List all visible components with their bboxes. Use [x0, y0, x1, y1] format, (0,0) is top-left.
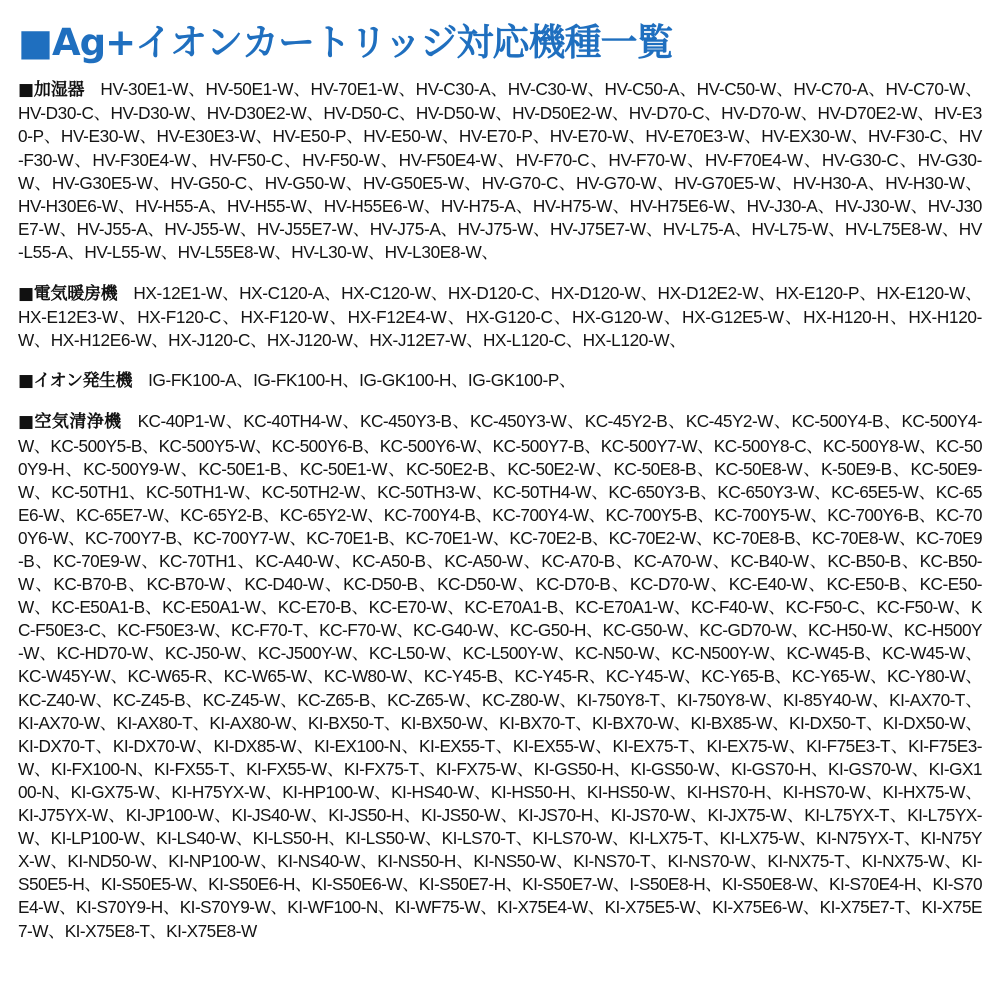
section-body [18, 78, 982, 265]
section-humidifier [18, 78, 982, 265]
section-heater [18, 282, 982, 353]
section-ion-generator [18, 369, 982, 393]
section-heading-heater: ■電気暖房機 [18, 283, 118, 304]
page-title: ■Ag+イオンカートリッジ対応機種一覧 [18, 21, 673, 64]
section-heading-humidifier: ■加湿器 [18, 80, 85, 100]
section-heading-ion-generator: ■イオン発生機 [18, 371, 133, 392]
section-body [18, 282, 982, 353]
model-list-humidifier: HV-30E1-W、HV-50E1-W、HV-70E1-W、HV-C30-A、HV-C30-W、HV-C50-A、HV-C50-W、HV-C70-A、HV-C70-W、HV-D30-C、HV-D30-W、HV-D30E2-W、HV-D50-C、HV-D50-W、HV-D50E2-W、HV-D70-C、HV-D70-W、HV-D70E2-W、HV-E30-P、HV-E30-W、HV-E30E3-W、HV-E50-P、HV-E50-W、HV-E70-P、HV-E70-W、HV-E70E3-W、HV-EX30-W、HV-F30-C、HV-F30-W、HV-F30E4-W、HV-F50-C、HV-F50-W、HV-F50E4-W、HV-F70-C、HV-F70-W、HV-F70E4-W、HV-G30-C、HV-G30-W、HV-G30E5-W、HV-G50-C、HV-G50-W、HV-G50E5-W、HV-G70-C、HV-G70-W、HV-G70E5-W、HV-H30-A、HV-H30-W、HV-H30E6-W、HV-H55-A、HV-H55-W、HV-H55E6-W、HV-H75-A、HV-H75-W、HV-H75E6-W、HV-J30-A、HV-J30-W、HV-J30E7-W、HV-J55-A、HV-J55-W、HV-J55E7-W、HV-J75-A、HV-J75-W、HV-J75E7-W、HV-L75-A、HV-L75-W、HV-L75E8-W、HV-L55-A、HV-L55-W、HV-L55E8-W、HV-L30-W、HV-L30E8-W、 [18, 79, 982, 263]
section-heading-air-purifier: ■空気清浄機 [18, 412, 122, 433]
section-body [18, 410, 982, 942]
model-list-air-purifier: KC-40P1-W、KC-40TH4-W、KC-450Y3-B、KC-450Y3-W、KC-45Y2-B、KC-45Y2-W、KC-500Y4-B、KC-500Y4-W、KC-500Y5-B、KC-500Y5-W、KC-500Y6-B、KC-500Y6-W、KC-500Y7-B、KC-500Y7-W、KC-500Y8-C、KC-500Y8-W、KC-500Y9-H、KC-500Y9-W、KC-50E1-B、KC-50E1-W、KC-50E2-B、KC-50E2-W、KC-50E8-B、KC-50E8-W、K-50E9-B、KC-50E9-W、KC-50TH1、KC-50TH1-W、KC-50TH2-W、KC-50TH3-W、KC-50TH4-W、KC-650Y3-B、KC-650Y3-W、KC-65E5-W、KC-65E6-W、KC-65E7-W、KC-65Y2-B、KC-65Y2-W、KC-700Y4-B、KC-700Y4-W、KC-700Y5-B、KC-700Y5-W、KC-700Y6-B、KC-700Y6-W、KC-700Y7-B、KC-700Y7-W、KC-70E1-B、KC-70E1-W、KC-70E2-B、KC-70E2-W、KC-70E8-B、KC-70E8-W、KC-70E9-B、KC-70E9-W、KC-70TH1、KC-A40-W、KC-A50-B、KC-A50-W、KC-A70-B、KC-A70-W、KC-B40-W、KC-B50-B、KC-B50-W、KC-B70-B、KC-B70-W、KC-D40-W、KC-D50-B、KC-D50-W、KC-D70-B、KC-D70-W、KC-E40-W、KC-E50-B、KC-E50-W、KC-E50A1-B、KC-E50A1-W、KC-E70-B、KC-E70-W、KC-E70A1-B、KC-E70A1-W、KC-F40-W、KC-F50-C、KC-F50-W、KC-F50E3-C、KC-F50E3-W、KC-F70-T、KC-F70-W、KC-G40-W、KC-G50-H、KC-G50-W、KC-GD70-W、KC-H50-W、KC-H500Y-W、KC-HD70-W、KC-J50-W、KC-J500Y-W、KC-L50-W、KC-L500Y-W、KC-N50-W、KC-N500Y-W、KC-W45-B、KC-W45-W、KC-W45Y-W、KC-W65-R、KC-W65-W、KC-W80-W、KC-Y45-B、KC-Y45-R、KC-Y45-W、KC-Y65-B、KC-Y65-W、KC-Y80-W、KC-Z40-W、KC-Z45-B、KC-Z45-W、KC-Z65-B、KC-Z65-W、KC-Z80-W、KI-750Y8-T、KI-750Y8-W、KI-85Y40-W、KI-AX70-T、KI-AX70-W、KI-AX80-T、KI-AX80-W、KI-BX50-T、KI-BX50-W、KI-BX70-T、KI-BX70-W、KI-BX85-W、KI-DX50-T、KI-DX50-W、KI-DX70-T、KI-DX70-W、KI-DX85-W、KI-EX100-N、KI-EX55-T、KI-EX55-W、KI-EX75-T、KI-EX75-W、KI-F75E3-T、KI-F75E3-W、KI-FX100-N、KI-FX55-T、KI-FX55-W、KI-FX75-T、KI-FX75-W、KI-GS50-H、KI-GS50-W、KI-GS70-H、KI-GS70-W、KI-GX100-N、KI-GX75-W、KI-H75YX-W、KI-HP100-W、KI-HS40-W、KI-HS50-H、KI-HS50-W、KI-HS70-H、KI-HS70-W、KI-HX75-W、KI-J75YX-W、KI-JP100-W、KI-JS40-W、KI-JS50-H、KI-JS50-W、KI-JS70-H、KI-JS70-W、KI-JX75-W、KI-L75YX-T、KI-L75YX-W、KI-LP100-W、KI-LS40-W、KI-LS50-H、KI-LS50-W、KI-LS70-T、KI-LS70-W、KI-LX75-T、KI-LX75-W、KI-N75YX-T、KI-N75YX-W、KI-ND50-W、KI-NP100-W、KI-NS40-W、KI-NS50-H、KI-NS50-W、KI-NS70-T、KI-NS70-W、KI-NX75-T、KI-NX75-W、KI-S50E5-H、KI-S50E5-W、KI-S50E6-H、KI-S50E6-W、KI-S50E7-H、KI-S50E7-W、I-S50E8-H、KI-S50E8-W、KI-S70E4-H、KI-S70E4-W、KI-S70Y9-H、KI-S70Y9-W、KI-WF100-N、KI-WF75-W、KI-X75E4-W、KI-X75E5-W、KI-X75E6-W、KI-X75E7-T、KI-X75E7-W、KI-X75E8-T、KI-X75E8-W [18, 411, 983, 941]
section-body [18, 369, 982, 393]
model-list-heater: HX-12E1-W、HX-C120-A、HX-C120-W、HX-D120-C、HX-D120-W、HX-D12E2-W、HX-E120-P、HX-E120-W、HX-E12E3-W、HX-F120-C、HX-F120-W、HX-F12E4-W、HX-G120-C、HX-G120-W、HX-G12E5-W、HX-H120-H、HX-H120-W、HX-H12E6-W、HX-J120-C、HX-J120-W、HX-J12E7-W、HX-L120-C、HX-L120-W、 [18, 282, 982, 351]
model-list-ion-generator: IG-FK100-A、IG-FK100-H、IG-GK100-H、IG-GK100-P、 [148, 370, 576, 391]
section-air-purifier [18, 410, 982, 942]
